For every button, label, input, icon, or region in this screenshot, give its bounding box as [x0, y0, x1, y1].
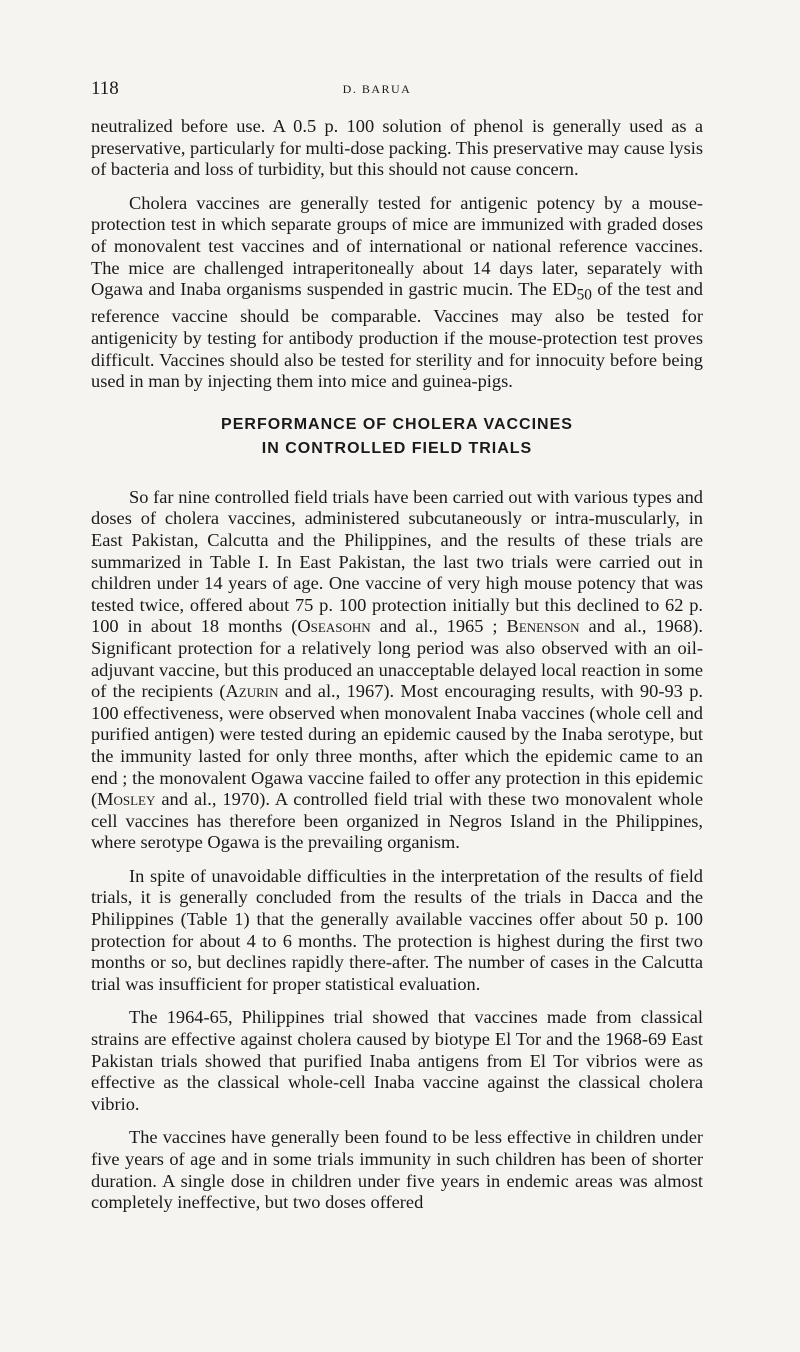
field-trials-text-5: and al., 1970). A controlled field trial with these two monovalent whole cell vaccines has therefore been organized in Negros Island in the Philippines, where serotype Ogawa is the prevailing organism. — [91, 789, 703, 853]
field-trials-text-1: So far nine controlled field trials have been carried out with various types and doses of cholera vaccines, administered subcutaneously or intra-muscularly, in East Pakistan, Calcutta and the Philippines, and the results of these trials are summarized in Table I. In East Pakistan, the last two trials were carried out in children under 14 years of age. One vaccine of very high mouse potency that was tested twice, offered about 75 p. 100 protection initially but this declined to 62 p. 100 in about 18 months ( — [91, 486, 703, 637]
paragraph-philippines-trial: The 1964-65, Philippines trial showed that vaccines made from classical strains are effective against cholera caused by biotype El Tor and the 1968-69 East Pakistan trials showed that purified Inaba antigens from El Tor vibrios were as effective as the classical whole-cell Inaba vaccine against the classical cholera vibrio. — [91, 1007, 703, 1114]
field-trials-text-2: and al., 1965 ; — [370, 616, 507, 637]
ed50-subscript: 50 — [576, 286, 592, 304]
document-page — [0, 78, 800, 1352]
field-trials-text-3: and al., 1968). Significant protection for a relatively long period was also observed with an oil-adjuvant vaccine, but this produced an unacceptable delayed local reaction in some of the recipients ( — [91, 616, 703, 702]
paragraph-preservative: neutralized before use. A 0.5 p. 100 solution of phenol is generally used as a preservative, particularly for multi-dose packing. This preservative may cause lysis of bacteria and loss of turbidity, but this should not cause concern. — [91, 116, 703, 180]
section-heading-line-2: IN CONTROLLED FIELD TRIALS — [261, 439, 533, 457]
paragraph-field-trials — [91, 487, 703, 854]
citation-author-benenson: Benenson — [506, 616, 580, 637]
paragraph-potency-testing — [91, 193, 703, 393]
page-number: 118 — [91, 78, 119, 99]
body-text — [91, 116, 703, 1214]
citation-author-azurin: Azurin — [225, 681, 279, 702]
potency-text-part-2: of the test and reference vaccine should be comparable. Vaccines may also be tested for antigenicity by testing for antibody production if the mouse-protection test proves difficult. Vaccines should also be tested for sterility and for innocuity before being used in man by injecting them into mice and guinea-pigs. — [91, 279, 703, 392]
paragraph-children-effectiveness: The vaccines have generally been found to be less effective in children under five years of age and in some trials immunity in such children has been of shorter duration. A single dose in children under five years in endemic areas was almost completely ineffective, but two doses offered — [91, 1127, 703, 1213]
field-trials-text-4: and al., 1967). Most encouraging results, with 90-93 p. 100 effectiveness, were observed when monovalent Inaba vaccines (whole cell and purified antigen) were tested during an epidemic caused by the Inaba serotype, but the immunity lasted for only three months, after which the epidemic came to an end ; the monovalent Ogawa vaccine failed to offer any protection in this epidemic ( — [91, 681, 703, 810]
running-author: D. BARUA — [342, 82, 412, 96]
potency-text-part-1: Cholera vaccines are generally tested for antigenic potency by a mouse-protection test in which separate groups of mice are immunized with graded doses of monovalent test vaccines and of international or national reference vaccines. The mice are challenged intraperitoneally about 14 days later, separately with Ogawa and Inaba organisms suspended in gastric mucin. The ED — [91, 192, 703, 300]
citation-author-mosley: Mosley — [97, 789, 156, 810]
running-header — [91, 78, 703, 104]
paragraph-interpretation: In spite of unavoidable difficulties in the interpretation of the results of field trials, it is generally concluded from the results of the trials in Dacca and the Philippines (Table 1) that the generally available vaccines offer about 50 p. 100 protection for about 4 to 6 months. The protection is highest during the first two months or so, but declines rapidly there-after. The number of cases in the Calcutta trial was insufficient for proper statistical evaluation. — [91, 865, 703, 994]
section-heading-line-1: PERFORMANCE OF CHOLERA VACCINES — [221, 415, 573, 433]
section-heading — [91, 413, 703, 461]
citation-author-oseasohn: Oseasohn — [297, 616, 371, 637]
